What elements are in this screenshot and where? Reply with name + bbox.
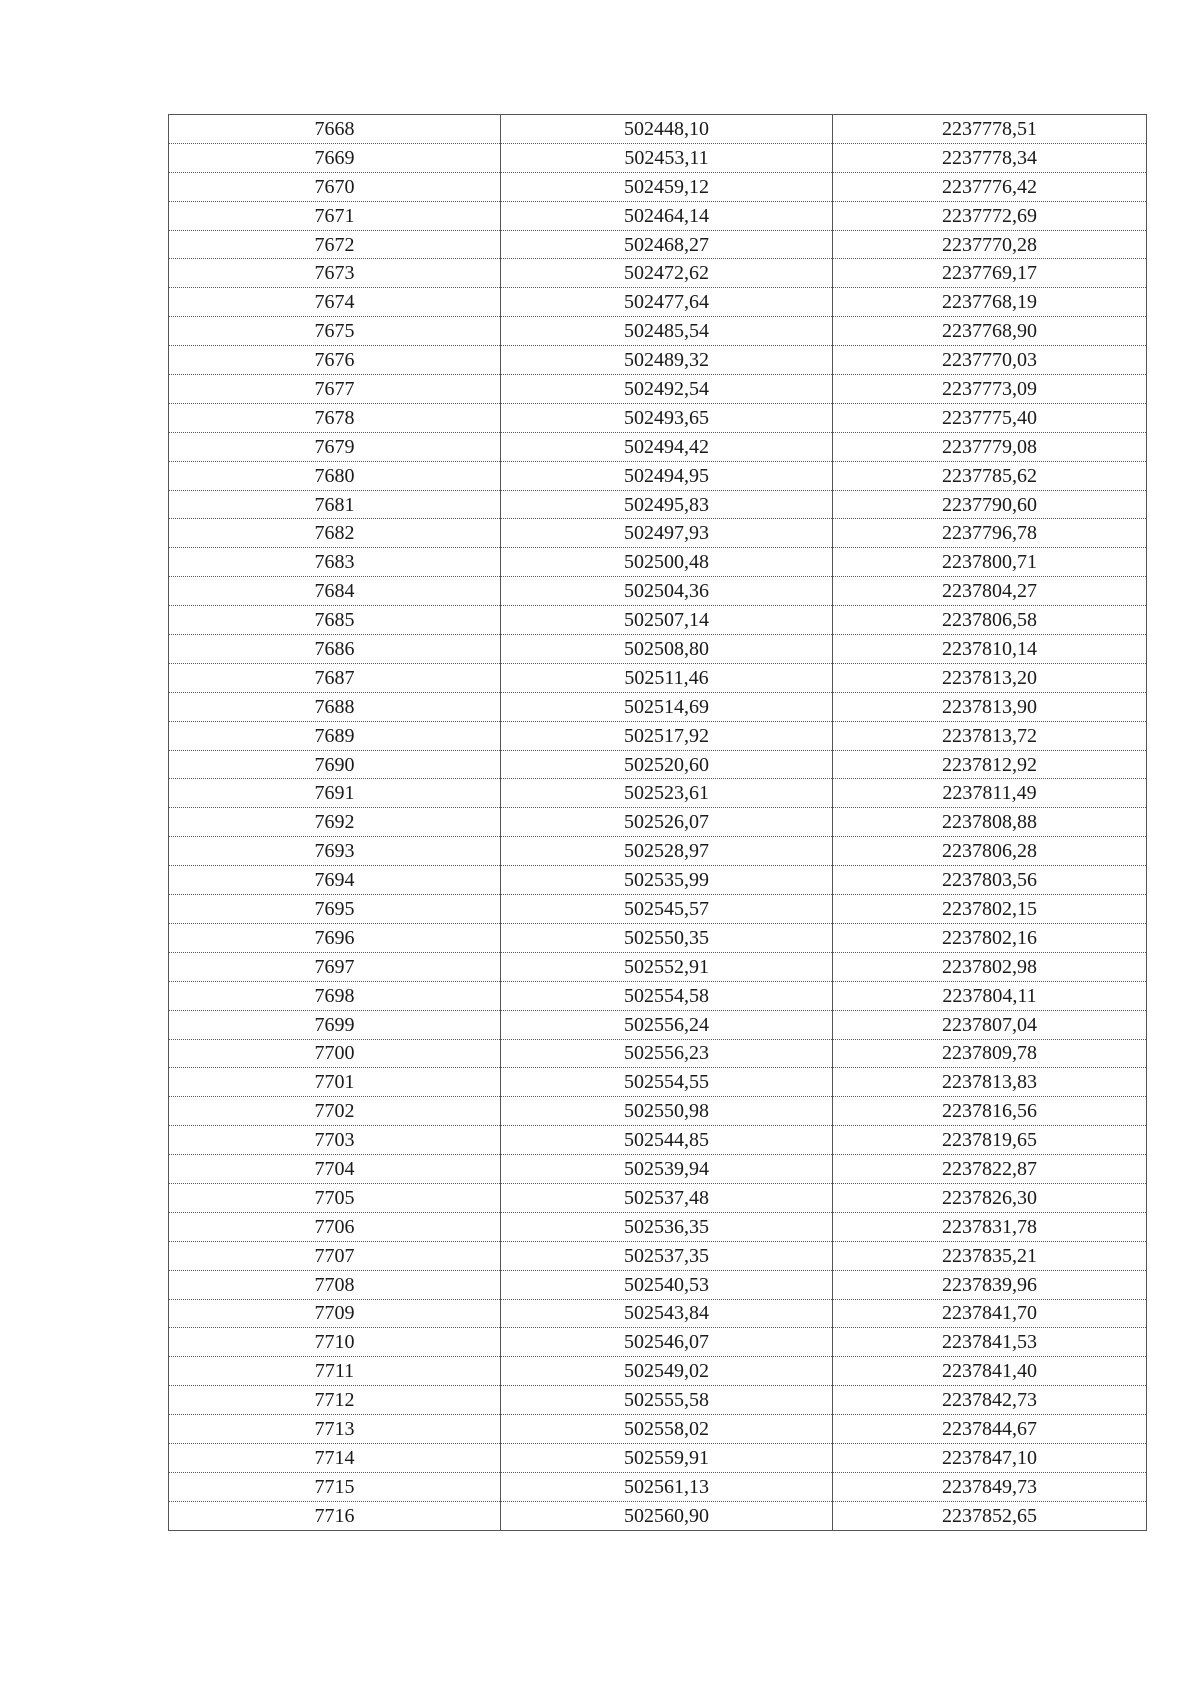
y-coordinate-cell: 2237819,65 [833,1126,1147,1155]
y-coordinate-cell: 2237778,51 [833,115,1147,144]
x-coordinate-cell: 502556,23 [501,1039,833,1068]
y-coordinate-cell: 2237804,11 [833,981,1147,1010]
point-number-cell: 7702 [169,1097,501,1126]
point-number-cell: 7688 [169,692,501,721]
point-number-cell: 7716 [169,1501,501,1530]
x-coordinate-cell: 502550,35 [501,923,833,952]
x-coordinate-cell: 502511,46 [501,663,833,692]
point-number-cell: 7712 [169,1386,501,1415]
table-row [169,115,1147,144]
point-number-cell: 7683 [169,548,501,577]
x-coordinate-cell: 502555,58 [501,1386,833,1415]
table-row [169,375,1147,404]
x-coordinate-cell: 502514,69 [501,692,833,721]
x-coordinate-cell: 502556,24 [501,1010,833,1039]
point-number-cell: 7677 [169,375,501,404]
y-coordinate-cell: 2237768,19 [833,288,1147,317]
y-coordinate-cell: 2237844,67 [833,1415,1147,1444]
point-number-cell: 7701 [169,1068,501,1097]
y-coordinate-cell: 2237812,92 [833,750,1147,779]
x-coordinate-cell: 502552,91 [501,952,833,981]
table-row [169,577,1147,606]
x-coordinate-cell: 502477,64 [501,288,833,317]
point-number-cell: 7668 [169,115,501,144]
y-coordinate-cell: 2237778,34 [833,143,1147,172]
x-coordinate-cell: 502489,32 [501,346,833,375]
point-number-cell: 7685 [169,606,501,635]
y-coordinate-cell: 2237852,65 [833,1501,1147,1530]
table-row [169,1068,1147,1097]
table-row [169,1386,1147,1415]
y-coordinate-cell: 2237841,53 [833,1328,1147,1357]
y-coordinate-cell: 2237847,10 [833,1443,1147,1472]
x-coordinate-cell: 502537,35 [501,1241,833,1270]
x-coordinate-cell: 502535,99 [501,866,833,895]
point-number-cell: 7679 [169,432,501,461]
y-coordinate-cell: 2237808,88 [833,808,1147,837]
table-row [169,1241,1147,1270]
table-row [169,1472,1147,1501]
y-coordinate-cell: 2237849,73 [833,1472,1147,1501]
table-row [169,1010,1147,1039]
y-coordinate-cell: 2237841,40 [833,1357,1147,1386]
point-number-cell: 7690 [169,750,501,779]
x-coordinate-cell: 502543,84 [501,1299,833,1328]
table-row [169,1270,1147,1299]
x-coordinate-cell: 502448,10 [501,115,833,144]
y-coordinate-cell: 2237811,49 [833,779,1147,808]
y-coordinate-cell: 2237841,70 [833,1299,1147,1328]
y-coordinate-cell: 2237806,28 [833,837,1147,866]
x-coordinate-cell: 502526,07 [501,808,833,837]
y-coordinate-cell: 2237839,96 [833,1270,1147,1299]
point-number-cell: 7708 [169,1270,501,1299]
table-row [169,1183,1147,1212]
x-coordinate-cell: 502494,95 [501,461,833,490]
y-coordinate-cell: 2237776,42 [833,172,1147,201]
table-row [169,1357,1147,1386]
table-row [169,663,1147,692]
table-row [169,779,1147,808]
point-number-cell: 7671 [169,201,501,230]
x-coordinate-cell: 502537,48 [501,1183,833,1212]
table-row [169,808,1147,837]
table-row [169,1501,1147,1530]
x-coordinate-cell: 502517,92 [501,721,833,750]
x-coordinate-cell: 502550,98 [501,1097,833,1126]
x-coordinate-cell: 502492,54 [501,375,833,404]
y-coordinate-cell: 2237770,03 [833,346,1147,375]
x-coordinate-cell: 502539,94 [501,1155,833,1184]
table-row [169,895,1147,924]
y-coordinate-cell: 2237790,60 [833,490,1147,519]
y-coordinate-cell: 2237802,98 [833,952,1147,981]
y-coordinate-cell: 2237804,27 [833,577,1147,606]
table-row [169,1097,1147,1126]
y-coordinate-cell: 2237809,78 [833,1039,1147,1068]
x-coordinate-cell: 502558,02 [501,1415,833,1444]
y-coordinate-cell: 2237779,08 [833,432,1147,461]
x-coordinate-cell: 502540,53 [501,1270,833,1299]
table-row [169,1328,1147,1357]
y-coordinate-cell: 2237768,90 [833,317,1147,346]
point-number-cell: 7678 [169,403,501,432]
table-row [169,837,1147,866]
table-row [169,606,1147,635]
point-number-cell: 7686 [169,635,501,664]
point-number-cell: 7691 [169,779,501,808]
x-coordinate-cell: 502561,13 [501,1472,833,1501]
x-coordinate-cell: 502468,27 [501,230,833,259]
table-row [169,1299,1147,1328]
x-coordinate-cell: 502523,61 [501,779,833,808]
y-coordinate-cell: 2237842,73 [833,1386,1147,1415]
point-number-cell: 7674 [169,288,501,317]
x-coordinate-cell: 502560,90 [501,1501,833,1530]
table-row [169,461,1147,490]
point-number-cell: 7673 [169,259,501,288]
table-row [169,143,1147,172]
y-coordinate-cell: 2237831,78 [833,1212,1147,1241]
table-row [169,1212,1147,1241]
y-coordinate-cell: 2237772,69 [833,201,1147,230]
y-coordinate-cell: 2237813,90 [833,692,1147,721]
point-number-cell: 7711 [169,1357,501,1386]
y-coordinate-cell: 2237813,72 [833,721,1147,750]
y-coordinate-cell: 2237826,30 [833,1183,1147,1212]
y-coordinate-cell: 2237802,15 [833,895,1147,924]
x-coordinate-cell: 502453,11 [501,143,833,172]
point-number-cell: 7676 [169,346,501,375]
point-number-cell: 7682 [169,519,501,548]
point-number-cell: 7694 [169,866,501,895]
y-coordinate-cell: 2237769,17 [833,259,1147,288]
x-coordinate-cell: 502497,93 [501,519,833,548]
table-row [169,923,1147,952]
table-row [169,1039,1147,1068]
y-coordinate-cell: 2237816,56 [833,1097,1147,1126]
table-row [169,403,1147,432]
y-coordinate-cell: 2237806,58 [833,606,1147,635]
table-row [169,750,1147,779]
point-number-cell: 7697 [169,952,501,981]
table-row [169,1155,1147,1184]
point-number-cell: 7675 [169,317,501,346]
table-row [169,981,1147,1010]
point-number-cell: 7692 [169,808,501,837]
x-coordinate-cell: 502554,55 [501,1068,833,1097]
table-row [169,692,1147,721]
x-coordinate-cell: 502494,42 [501,432,833,461]
point-number-cell: 7687 [169,663,501,692]
table-row [169,432,1147,461]
x-coordinate-cell: 502546,07 [501,1328,833,1357]
point-number-cell: 7706 [169,1212,501,1241]
x-coordinate-cell: 502459,12 [501,172,833,201]
point-number-cell: 7707 [169,1241,501,1270]
y-coordinate-cell: 2237770,28 [833,230,1147,259]
table-row [169,721,1147,750]
table-row [169,490,1147,519]
table-row [169,1443,1147,1472]
y-coordinate-cell: 2237835,21 [833,1241,1147,1270]
table-row [169,952,1147,981]
y-coordinate-cell: 2237813,20 [833,663,1147,692]
y-coordinate-cell: 2237800,71 [833,548,1147,577]
point-number-cell: 7696 [169,923,501,952]
point-number-cell: 7672 [169,230,501,259]
point-number-cell: 7670 [169,172,501,201]
table-row [169,230,1147,259]
point-number-cell: 7700 [169,1039,501,1068]
table-row [169,288,1147,317]
table-row [169,548,1147,577]
table-row [169,172,1147,201]
x-coordinate-cell: 502485,54 [501,317,833,346]
table-row [169,259,1147,288]
table-row [169,201,1147,230]
point-number-cell: 7705 [169,1183,501,1212]
x-coordinate-cell: 502500,48 [501,548,833,577]
x-coordinate-cell: 502507,14 [501,606,833,635]
y-coordinate-cell: 2237773,09 [833,375,1147,404]
x-coordinate-cell: 502520,60 [501,750,833,779]
point-number-cell: 7693 [169,837,501,866]
point-number-cell: 7689 [169,721,501,750]
point-number-cell: 7714 [169,1443,501,1472]
point-number-cell: 7695 [169,895,501,924]
x-coordinate-cell: 502536,35 [501,1212,833,1241]
y-coordinate-cell: 2237810,14 [833,635,1147,664]
point-number-cell: 7715 [169,1472,501,1501]
y-coordinate-cell: 2237813,83 [833,1068,1147,1097]
x-coordinate-cell: 502545,57 [501,895,833,924]
y-coordinate-cell: 2237822,87 [833,1155,1147,1184]
point-number-cell: 7709 [169,1299,501,1328]
point-number-cell: 7684 [169,577,501,606]
x-coordinate-cell: 502504,36 [501,577,833,606]
point-number-cell: 7704 [169,1155,501,1184]
x-coordinate-cell: 502544,85 [501,1126,833,1155]
point-number-cell: 7703 [169,1126,501,1155]
table-row [169,519,1147,548]
table-row [169,346,1147,375]
x-coordinate-cell: 502554,58 [501,981,833,1010]
table-row [169,635,1147,664]
y-coordinate-cell: 2237775,40 [833,403,1147,432]
x-coordinate-cell: 502559,91 [501,1443,833,1472]
point-number-cell: 7699 [169,1010,501,1039]
x-coordinate-cell: 502508,80 [501,635,833,664]
coordinates-table [168,114,1147,1531]
y-coordinate-cell: 2237807,04 [833,1010,1147,1039]
y-coordinate-cell: 2237796,78 [833,519,1147,548]
table-row [169,866,1147,895]
point-number-cell: 7680 [169,461,501,490]
point-number-cell: 7681 [169,490,501,519]
point-number-cell: 7710 [169,1328,501,1357]
point-number-cell: 7713 [169,1415,501,1444]
table-row [169,1415,1147,1444]
x-coordinate-cell: 502493,65 [501,403,833,432]
x-coordinate-cell: 502472,62 [501,259,833,288]
x-coordinate-cell: 502495,83 [501,490,833,519]
y-coordinate-cell: 2237802,16 [833,923,1147,952]
table-row [169,1126,1147,1155]
table-row [169,317,1147,346]
coordinates-table-body [169,115,1147,1531]
point-number-cell: 7698 [169,981,501,1010]
x-coordinate-cell: 502549,02 [501,1357,833,1386]
point-number-cell: 7669 [169,143,501,172]
y-coordinate-cell: 2237803,56 [833,866,1147,895]
x-coordinate-cell: 502464,14 [501,201,833,230]
y-coordinate-cell: 2237785,62 [833,461,1147,490]
x-coordinate-cell: 502528,97 [501,837,833,866]
